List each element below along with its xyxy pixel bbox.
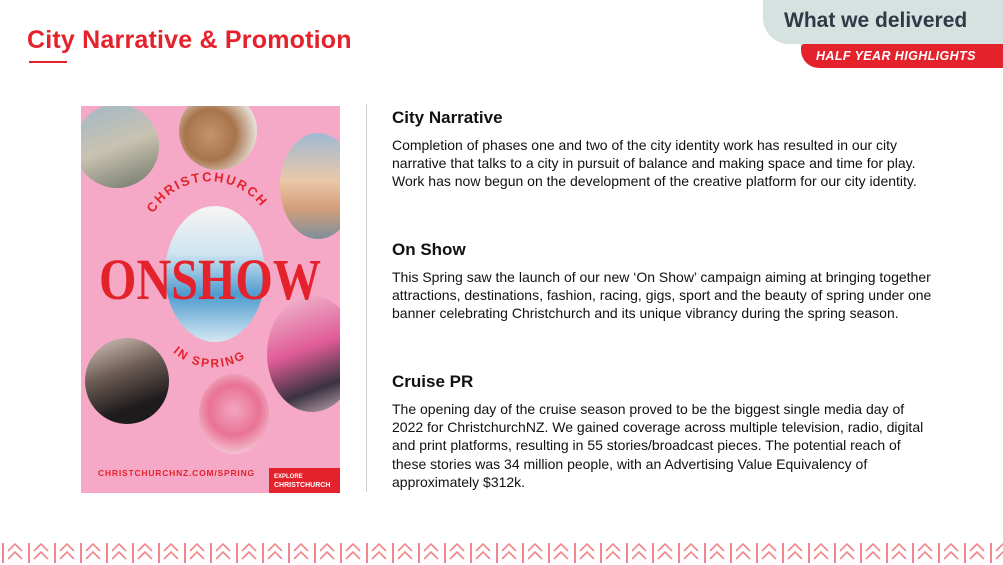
pattern-chevron [970, 552, 984, 559]
pattern-chevron [502, 544, 516, 551]
pattern-chevron [762, 552, 776, 559]
pattern-chevron [840, 552, 854, 559]
pattern-chevron [450, 552, 464, 559]
page-title: City Narrative & Promotion [27, 26, 352, 54]
pattern-bar [938, 543, 940, 563]
pattern-chevron [554, 552, 568, 559]
pattern-chevron [268, 552, 282, 559]
pattern-bar [340, 543, 342, 563]
pattern-bar [106, 543, 108, 563]
header-tab [763, 0, 1003, 44]
pattern-chevron [190, 544, 204, 551]
pattern-chevron [320, 544, 334, 551]
pattern-chevron [346, 552, 360, 559]
pattern-bar [704, 543, 706, 563]
pattern-bar [626, 543, 628, 563]
pattern-bar [652, 543, 654, 563]
pattern-bar [54, 543, 56, 563]
section-heading: On Show [392, 240, 466, 259]
pattern-chevron [86, 544, 100, 551]
pattern-bar [262, 543, 264, 563]
pattern-chevron [502, 552, 516, 559]
pattern-chevron [476, 552, 490, 559]
pattern-bar [366, 543, 368, 563]
pattern-chevron [268, 544, 282, 551]
pattern-chevron [606, 544, 620, 551]
header-tab-subtitle: HALF YEAR HIGHLIGHTS [816, 49, 976, 63]
pattern-chevron [814, 552, 828, 559]
poster-top-arc: CHRISTCHURCH [143, 169, 272, 216]
pattern-chevron [918, 544, 932, 551]
pattern-chevron [788, 544, 802, 551]
pattern-chevron [450, 544, 464, 551]
pattern-chevron [996, 552, 1003, 559]
pattern-bar [158, 543, 160, 563]
pattern-chevron [944, 552, 958, 559]
pattern-chevron [86, 552, 100, 559]
pattern-chevron [164, 552, 178, 559]
pattern-chevron [892, 544, 906, 551]
pattern-bar [600, 543, 602, 563]
pattern-chevron [814, 544, 828, 551]
pattern-bar [834, 543, 836, 563]
pattern-chevron [684, 552, 698, 559]
poster-graphic [81, 106, 340, 493]
pattern-chevron [658, 544, 672, 551]
pattern-bar [730, 543, 732, 563]
poster-brand-line1: EXPLORE [274, 474, 303, 480]
pattern-chevron [424, 544, 438, 551]
pattern-bar [470, 543, 472, 563]
pattern-bar [912, 543, 914, 563]
pattern-chevron [554, 544, 568, 551]
pattern-chevron [892, 552, 906, 559]
pattern-chevron [736, 552, 750, 559]
pattern-chevron [242, 552, 256, 559]
pattern-bar [314, 543, 316, 563]
section-on-show [392, 239, 947, 323]
pattern-chevron [190, 552, 204, 559]
poster-headline: ONSHOW [99, 247, 321, 312]
section-body: This Spring saw the launch of our new ‘On Show’ campaign aiming at bringing together attractions, destinations, fashion, racing, gigs, sport and the beauty of spring under one banner celebrating Christchurch and its unique vibrancy during the spring season. [392, 269, 932, 322]
pattern-chevron [346, 544, 360, 551]
pattern-chevron [632, 552, 646, 559]
pattern-chevron [424, 552, 438, 559]
pattern-chevron [294, 544, 308, 551]
pattern-bar [496, 543, 498, 563]
pattern-bar [184, 543, 186, 563]
pattern-bar [28, 543, 30, 563]
pattern-bar [990, 543, 992, 563]
pattern-bar [782, 543, 784, 563]
pattern-chevron [580, 544, 594, 551]
pattern-chevron [164, 544, 178, 551]
pattern-chevron [320, 552, 334, 559]
section-cruise-pr [392, 371, 937, 491]
pattern-chevron [34, 544, 48, 551]
section-heading: City Narrative [392, 108, 503, 127]
pattern-chevron [684, 544, 698, 551]
poster-bottom-arc: IN SPRING [171, 343, 249, 371]
pattern-chevron [710, 552, 724, 559]
pattern-chevron [528, 552, 542, 559]
pattern-chevron [918, 552, 932, 559]
pattern-chevron [866, 552, 880, 559]
pattern-chevron [60, 552, 74, 559]
pattern-chevron [138, 552, 152, 559]
section-body: The opening day of the cruise season proved to be the biggest single media day of 2022 for ChristchurchNZ. We gained coverage across multiple television, radio, digital and print platforms, resulting in 55 stories/broadcast pieces. The potential reach of these stories was 34 million people, with an Advertising Value Equivalency of approximately $312k. [392, 401, 924, 490]
pattern-chevron [372, 552, 386, 559]
header-tab-title: What we delivered [784, 9, 968, 32]
campaign-poster [81, 106, 340, 493]
pattern-chevron [294, 552, 308, 559]
pattern-bar [392, 543, 394, 563]
pattern-chevron [580, 552, 594, 559]
pattern-chevron [632, 544, 646, 551]
footer-chevron-pattern [0, 537, 1003, 565]
pattern-chevron [60, 544, 74, 551]
pattern-chevron [138, 544, 152, 551]
section-body: Completion of phases one and two of the city identity work has resulted in our city narrative that talks to a city in pursuit of balance and making space and time for play. Work has now begun on the development of the creative platform for our city identity. [392, 137, 917, 190]
header-subtab [801, 44, 1003, 68]
pattern-chevron [242, 544, 256, 551]
pattern-chevron [788, 552, 802, 559]
section-heading: Cruise PR [392, 372, 474, 391]
pattern-chevron [970, 544, 984, 551]
poster-brand-line2: CHRISTCHURCH [274, 482, 331, 489]
pattern-chevron [398, 544, 412, 551]
pattern-chevron [658, 552, 672, 559]
title-underline [29, 61, 67, 63]
pattern-bar [678, 543, 680, 563]
pattern-bar [444, 543, 446, 563]
pattern-bar [2, 543, 4, 563]
pattern-chevron [606, 552, 620, 559]
pattern-chevron [216, 544, 230, 551]
pattern-bar [132, 543, 134, 563]
pattern-chevron [736, 544, 750, 551]
pattern-bar [964, 543, 966, 563]
pattern-chevron [996, 544, 1003, 551]
poster-url: CHRISTCHURCHNZ.COM/SPRING [98, 468, 255, 478]
pattern-chevron [398, 552, 412, 559]
pattern-chevron [866, 544, 880, 551]
pattern-chevron [372, 544, 386, 551]
pattern-bar [756, 543, 758, 563]
pattern-bar [80, 543, 82, 563]
pattern-bar [288, 543, 290, 563]
pattern-chevron [8, 552, 22, 559]
pattern-bar [886, 543, 888, 563]
pattern-bar [236, 543, 238, 563]
vertical-divider [366, 104, 367, 492]
pattern-chevron [8, 544, 22, 551]
poster-brand-badge [269, 468, 340, 493]
pattern-bar [574, 543, 576, 563]
pattern-bar [548, 543, 550, 563]
pattern-bar [808, 543, 810, 563]
pattern-bar [210, 543, 212, 563]
pattern-chevron [112, 544, 126, 551]
pattern-bar [418, 543, 420, 563]
pattern-chevron [840, 544, 854, 551]
pattern-chevron [34, 552, 48, 559]
pattern-chevron [216, 552, 230, 559]
pattern-bar [860, 543, 862, 563]
pattern-chevron [944, 544, 958, 551]
pattern-chevron [528, 544, 542, 551]
section-city-narrative [392, 107, 937, 191]
pattern-chevron [112, 552, 126, 559]
pattern-chevron [476, 544, 490, 551]
pattern-chevron [762, 544, 776, 551]
pattern-bar [522, 543, 524, 563]
pattern-chevron [710, 544, 724, 551]
